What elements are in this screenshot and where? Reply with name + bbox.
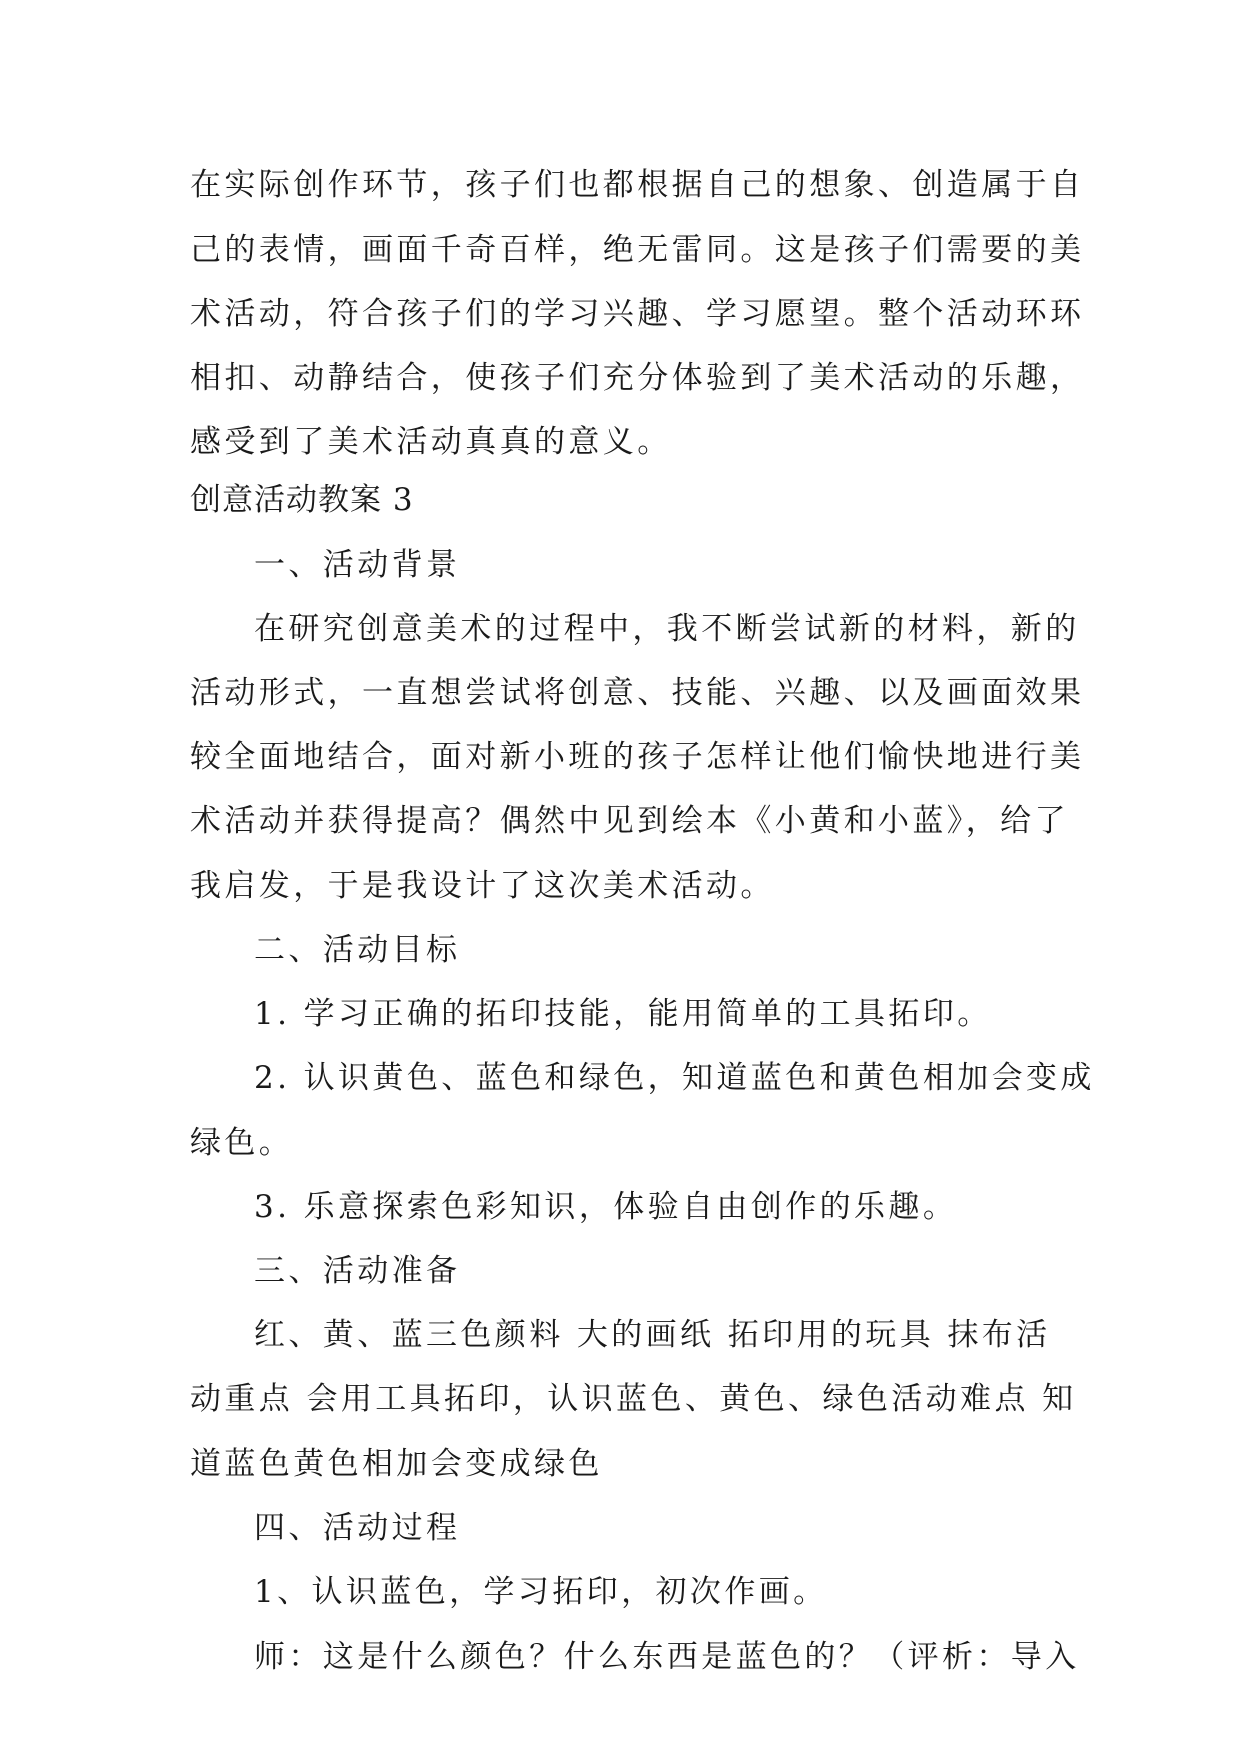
body-text-line: 术活动，符合孩子们的学习兴趣、学习愿望。整个活动环环 <box>190 296 1085 332</box>
section-heading: 一、活动背景 <box>254 547 461 583</box>
body-text-line: 己的表情，画面千奇百样，绝无雷同。这是孩子们需要的美 <box>190 232 1085 268</box>
body-text-line: 师：这是什么颜色？什么东西是蓝色的？（评析：导入 <box>254 1639 1080 1675</box>
list-item: 2. 认识黄色、蓝色和绿色，知道蓝色和黄色相加会变成 <box>254 1060 1095 1096</box>
list-item: 1、认识蓝色，学习拓印，初次作画。 <box>254 1574 828 1610</box>
list-item: 1. 学习正确的拓印技能，能用简单的工具拓印。 <box>254 996 992 1032</box>
body-text-line: 活动形式，一直想尝试将创意、技能、兴趣、以及画面效果 <box>190 675 1085 711</box>
body-text-line: 术活动并获得提高？偶然中见到绘本《小黄和小蓝》，给了 <box>190 803 1069 839</box>
body-text-line: 在实际创作环节，孩子们也都根据自己的想象、创造属于自 <box>190 167 1085 203</box>
section-heading: 三、活动准备 <box>254 1253 461 1289</box>
body-text-line: 相扣、动静结合，使孩子们充分体验到了美术活动的乐趣， <box>190 360 1085 396</box>
body-text-line: 我启发，于是我设计了这次美术活动。 <box>190 868 775 904</box>
list-item-continuation: 绿色。 <box>190 1125 294 1161</box>
section-title: 创意活动教案 3 <box>190 482 414 518</box>
body-text-line: 道蓝色黄色相加会变成绿色 <box>190 1446 603 1482</box>
body-text-line: 动重点 会用工具拓印，认识蓝色、黄色、绿色活动难点 知 <box>190 1381 1077 1417</box>
body-text-line: 红、黄、蓝三色颜料 大的画纸 拓印用的玩具 抹布活 <box>254 1317 1051 1353</box>
section-heading: 二、活动目标 <box>254 932 461 968</box>
body-text-line: 在研究创意美术的过程中，我不断尝试新的材料，新的 <box>254 611 1080 647</box>
list-item: 3. 乐意探索色彩知识，体验自由创作的乐趣。 <box>254 1189 958 1225</box>
section-heading: 四、活动过程 <box>254 1510 461 1546</box>
body-text-line: 较全面地结合，面对新小班的孩子怎样让他们愉快地进行美 <box>190 739 1085 775</box>
body-text-line: 感受到了美术活动真真的意义。 <box>190 424 672 460</box>
